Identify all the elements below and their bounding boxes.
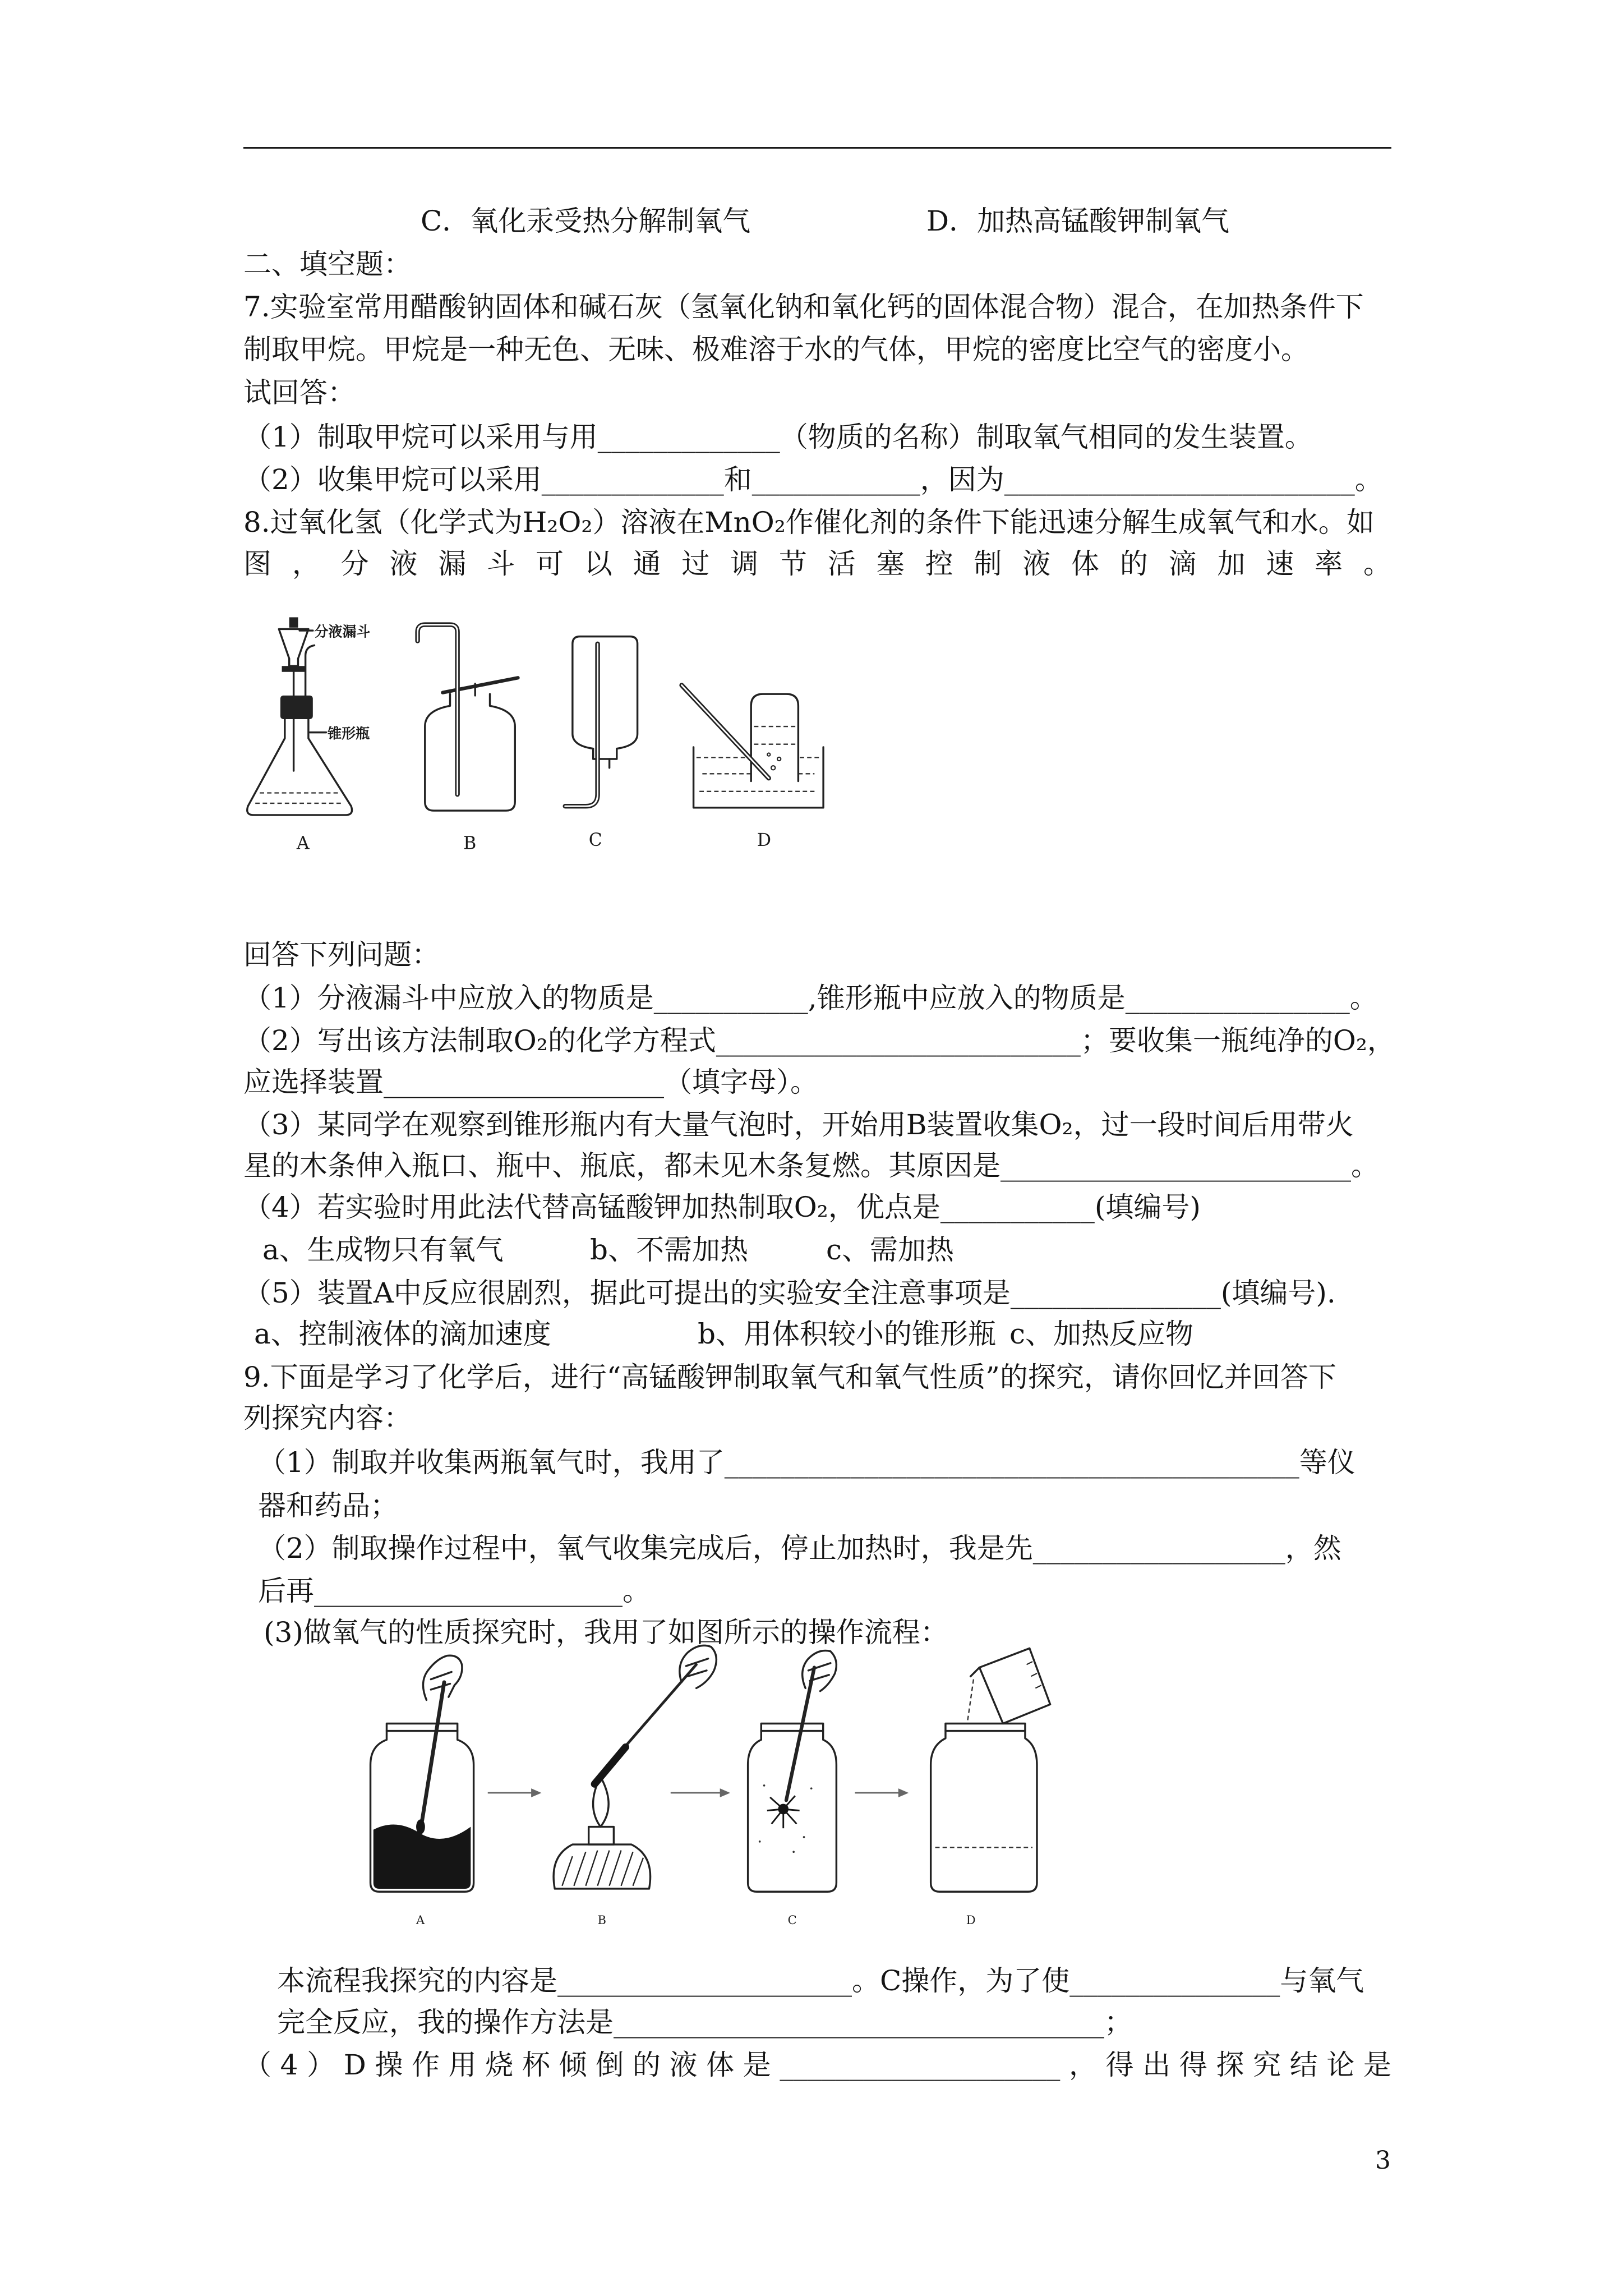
beaker <box>971 1648 1050 1723</box>
q9-part-2-cont: 后再______________________。 <box>258 1575 651 1607</box>
apparatus-d <box>682 685 824 850</box>
apparatus-a <box>247 617 371 853</box>
arrow-b-to-c <box>671 1788 730 1797</box>
arrow-head <box>531 1788 541 1797</box>
q9-part-3-question: 本流程我探究的内容是_____________________。C操作，为了使_______________与氧气 <box>277 1964 1364 1997</box>
hand-icon <box>803 1650 837 1691</box>
q7-stem-line: 制取甲烷。甲烷是一种无色、无味、极难溶于水的气体，甲烷的密度比空气的密度小。 <box>243 333 1309 366</box>
figure-label-c: C <box>588 830 602 851</box>
q8-stem-line: 图，分液漏斗可以通过调节活塞控制液体的滴加速率。 <box>243 547 1391 580</box>
crucible-tongs <box>422 1682 444 1821</box>
burning-charcoal-spark <box>767 1796 800 1828</box>
sparks <box>759 1784 813 1853</box>
q9-part-1: （1）制取并收集两瓶氧气时，我用了_________________________________________等仪 <box>258 1446 1355 1479</box>
side-tube <box>306 645 315 695</box>
q8-part-2: （2）写出该方法制取O₂的化学方程式__________________________；要收集一瓶纯净的O₂， <box>243 1024 1395 1057</box>
header-rule <box>243 147 1391 149</box>
jar-d <box>931 1723 1037 1892</box>
dark-contents <box>374 1824 471 1889</box>
q9-part-1-cont: 器和药品； <box>258 1489 398 1522</box>
hand-icon <box>680 1645 717 1688</box>
q8-part-4-option-c: c、需加热 <box>826 1234 955 1266</box>
lamp-hatching <box>562 1851 643 1886</box>
step-label-d: D <box>966 1913 976 1927</box>
inverted-bottle <box>573 637 638 759</box>
q8-prompt: 回答下列问题： <box>243 938 440 971</box>
separatory-funnel <box>279 629 308 666</box>
crucible-tongs <box>786 1668 814 1801</box>
figure-label-d: D <box>757 830 772 851</box>
q9-part-3-question-cont: 完全反应，我的操作方法是___________________________________； <box>277 2006 1132 2039</box>
q8-part-5: （5）装置A中反应很剧烈，据此可提出的实验安全注意事项是_______________(填编号). <box>243 1277 1336 1309</box>
apparatus-figure <box>236 598 856 864</box>
q8-part-4: （4）若实验时用此法代替高锰酸钾加热制取O₂，优点是___________(填编号) <box>243 1191 1201 1223</box>
q9-part-4: （4）D操作用烧杯倾倒的液体是____________________，得出得探究结论是 <box>243 2049 1391 2081</box>
alcohol-lamp <box>554 1844 650 1889</box>
charcoal-piece <box>594 1747 625 1784</box>
flask-stopper <box>280 696 313 719</box>
q8-part-5-option-b: b、用体积较小的锥形瓶 <box>698 1318 997 1350</box>
gas-bottle <box>425 694 515 811</box>
q9-part-2: （2）制取操作过程中，氧气收集完成后，停止加热时，我是先__________________，然 <box>258 1532 1341 1565</box>
page-number: 3 <box>1375 2146 1391 2175</box>
q9-stem-line: 列探究内容： <box>243 1402 412 1434</box>
step-a <box>371 1655 474 1927</box>
section-title: 二、填空题： <box>243 248 412 280</box>
option-d: D．加热高锰酸钾制氧气 <box>926 205 1230 237</box>
q8-part-4-option-b: b、不需加热 <box>590 1234 749 1266</box>
step-label-a: A <box>416 1913 425 1927</box>
q8-part-2-cont: 应选择装置____________________（填字母）。 <box>243 1066 818 1098</box>
step-c <box>748 1650 837 1927</box>
arrow-c-to-d <box>856 1788 909 1797</box>
step-label-c: C <box>787 1913 797 1927</box>
figure-label-b: B <box>463 833 477 854</box>
q9-part-3: (3)做氧气的性质探究时，我用了如图所示的操作流程： <box>264 1616 948 1649</box>
pouring-stream <box>967 1680 974 1721</box>
q7-prompt: 试回答： <box>243 376 356 409</box>
step-b <box>554 1645 716 1927</box>
flask-label: 锥形瓶 <box>328 725 370 742</box>
step-label-b: B <box>597 1913 606 1927</box>
q8-part-3-cont: 星的木条伸入瓶口、瓶中、瓶底，都未见木条复燃。其原因是_________________________。 <box>243 1149 1379 1182</box>
long-tube-bore <box>565 644 598 806</box>
arrow-head <box>720 1788 730 1797</box>
q7-part-2: （2）收集甲烷可以采用_____________和____________，因为_________________________。 <box>243 463 1383 496</box>
bottle-cap <box>442 678 518 692</box>
q8-part-3: （3）某同学在观察到锥形瓶内有大量气泡时，开始用B装置收集O₂，过一段时间后用带火 <box>243 1108 1354 1141</box>
funnel-label: 分液漏斗 <box>314 623 371 640</box>
q7-stem-line: 7.实验室常用醋酸钠固体和碱石灰（氢氧化钠和氧化钙的固体混合物）混合，在加热条件下 <box>243 291 1364 323</box>
q7-part-1: （1）制取甲烷可以采用与用_____________（物质的名称）制取氧气相同的发生装置。 <box>243 421 1313 453</box>
step-d <box>931 1648 1050 1927</box>
jar-c <box>748 1723 837 1892</box>
q9-stem-line: 9.下面是学习了化学后，进行“高锰酸钾制取氧气和氧气性质”的探究，请你回忆并回答下 <box>243 1361 1336 1393</box>
apparatus-b <box>418 625 518 854</box>
lamp-neck <box>589 1827 614 1845</box>
charcoal-piece <box>416 1819 425 1834</box>
long-tube <box>565 644 598 806</box>
figure-label-a: A <box>296 833 310 854</box>
apparatus-c <box>565 637 638 851</box>
q8-part-5-option-a: a、控制液体的滴加速度 <box>254 1318 551 1350</box>
q8-part-5-option-c: c、加热反应物 <box>1009 1318 1194 1350</box>
option-c: C．氧化汞受热分解制氧气 <box>421 205 751 237</box>
q8-stem-line: 8.过氧化氢（化学式为H₂O₂）溶液在MnO₂作催化剂的条件下能迅速分解生成氧气和水。如 <box>243 506 1375 539</box>
arrow-a-to-b <box>488 1788 542 1797</box>
q8-part-1: （1）分液漏斗中应放入的物质是___________,锥形瓶中应放入的物质是________________。 <box>243 982 1378 1014</box>
funnel-stopper <box>289 617 298 627</box>
oxygen-property-flow-figure <box>347 1638 1055 1940</box>
arrow-head <box>898 1788 909 1797</box>
q8-part-4-option-a: a、生成物只有氧气 <box>262 1234 504 1266</box>
